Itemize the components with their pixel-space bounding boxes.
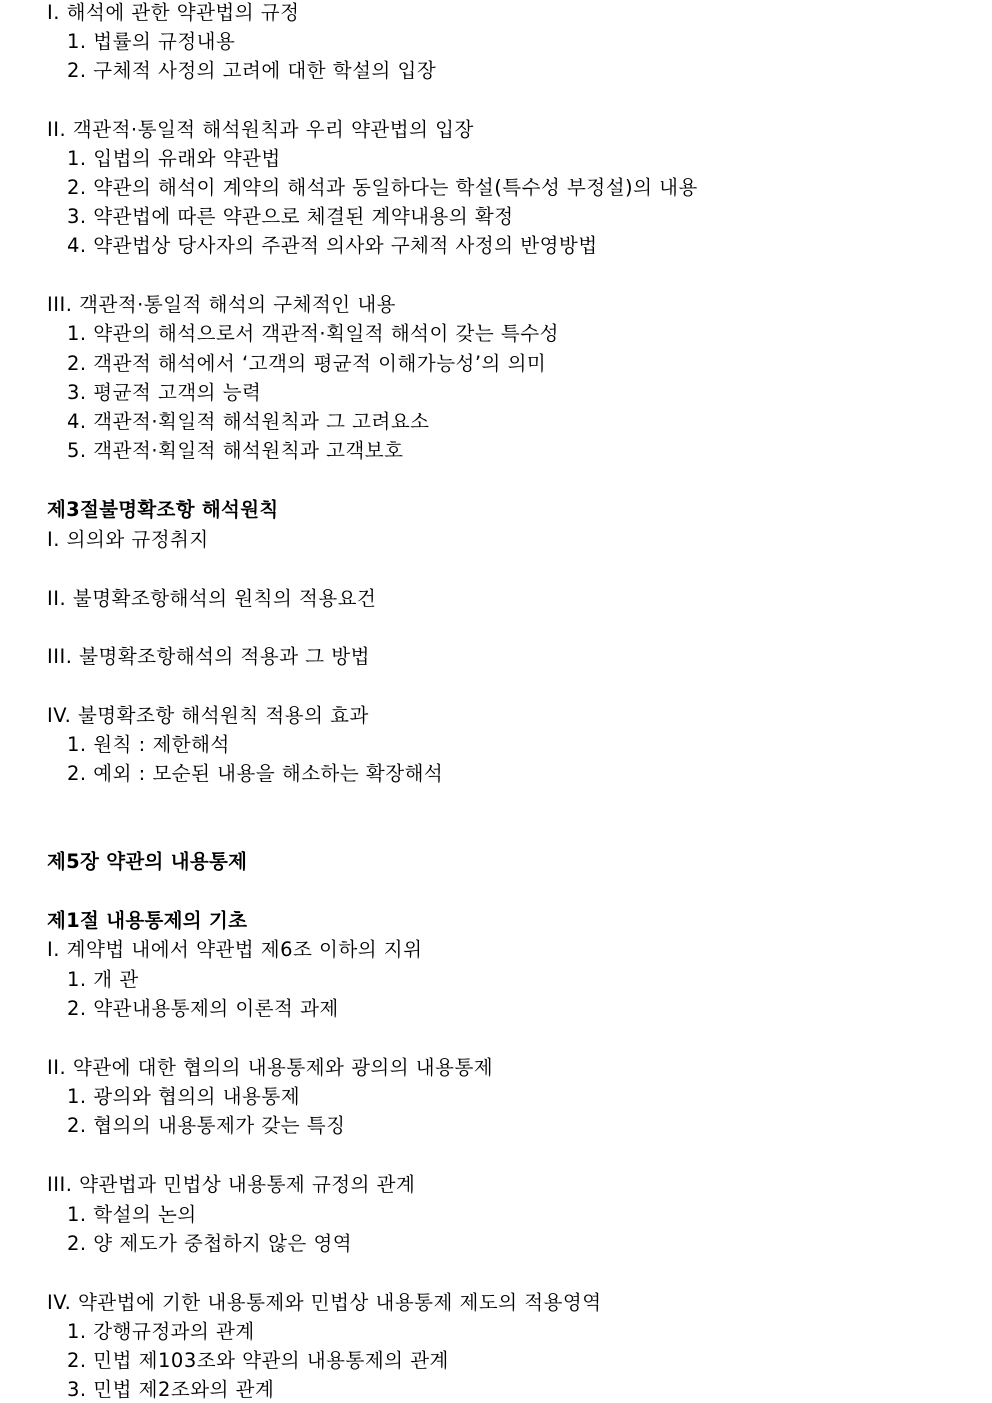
section-heading: IV. 불명확조항 해석원칙 적용의 효과 [47,704,369,727]
subsection-item: 4. 약관법상 당사자의 주관적 의사와 구체적 사정의 반영방법 [67,234,598,257]
section-heading: I. 의의와 규정취지 [47,528,209,551]
subsection-item: 2. 구체적 사정의 고려에 대한 학설의 입장 [67,59,437,82]
subsection-item: 3. 약관법에 따른 약관으로 체결된 계약내용의 확정 [67,205,514,228]
subsection-item: 1. 입법의 유래와 약관법 [67,147,281,170]
section-heading-3: III. 객관적·통일적 해석의 구체적인 내용 [47,293,396,316]
section-heading-2: II. 객관적·통일적 해석원칙과 우리 약관법의 입장 [47,118,474,141]
subsection-item: 2. 민법 제103조와 약관의 내용통제의 관계 [67,1349,449,1372]
section-heading: II. 약관에 대한 협의의 내용통제와 광의의 내용통제 [47,1056,494,1079]
subsection-item: 4. 객관적·획일적 해석원칙과 그 고려요소 [67,410,430,433]
section-heading: III. 약관법과 민법상 내용통제 규정의 관계 [47,1173,416,1196]
section-heading: III. 불명확조항해석의 적용과 그 방법 [47,645,370,668]
subsection-item: 2. 협의의 내용통제가 갖는 특징 [67,1114,346,1137]
subsection-item: 3. 민법 제2조와의 관계 [67,1378,275,1401]
subsection-item: 2. 약관내용통제의 이론적 과제 [67,997,339,1020]
subsection-item: 3. 평균적 고객의 능력 [67,381,262,404]
subsection-item: 1. 광의와 협의의 내용통제 [67,1085,301,1108]
subsection-item: 1. 약관의 해석으로서 객관적·획일적 해석이 갖는 특수성 [67,322,559,345]
chapter-title: 제5장 약관의 내용통제 [47,850,248,873]
subsection-item: 2. 양 제도가 중첩하지 않은 영역 [67,1232,353,1255]
subsection-item: 2. 객관적 해석에서 ‘고객의 평균적 이해가능성’의 의미 [67,352,547,375]
subsection-item: 1. 법률의 규정내용 [67,30,236,53]
section-heading-1: I. 해석에 관한 약관법의 규정 [47,1,300,24]
subsection-item: 1. 원칙 : 제한해석 [67,733,230,756]
subsection-item: 1. 학설의 논의 [67,1203,197,1226]
section-heading: IV. 약관법에 기한 내용통제와 민법상 내용통제 제도의 적용영역 [47,1291,602,1314]
section-heading: I. 계약법 내에서 약관법 제6조 이하의 지위 [47,938,423,961]
section-heading: II. 불명확조항해석의 원칙의 적용요건 [47,587,377,610]
subsection-item: 2. 약관의 해석이 계약의 해석과 동일하다는 학설(특수성 부정설)의 내용 [67,176,698,199]
chapter-section-title: 제3절불명확조항 해석원칙 [47,498,279,521]
subsection-item: 5. 객관적·획일적 해석원칙과 고객보호 [67,439,404,462]
subsection-item: 1. 강행규정과의 관계 [67,1320,255,1343]
subsection-item: 2. 예외 : 모순된 내용을 해소하는 확장해석 [67,762,444,785]
chapter-section-title: 제1절 내용통제의 기초 [47,909,248,932]
subsection-item: 1. 개 관 [67,968,139,991]
